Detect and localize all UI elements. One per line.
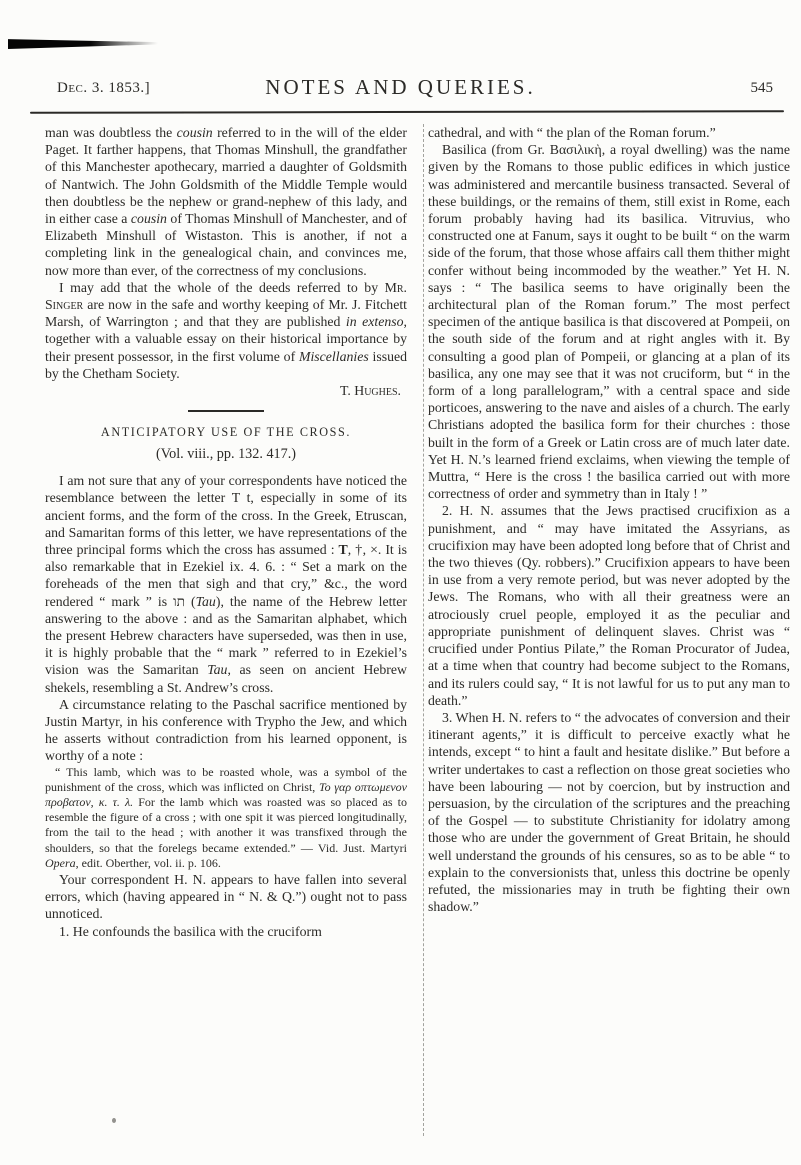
- ink-smudge: [8, 38, 158, 49]
- text-run: cousin: [176, 125, 213, 140]
- text-run: Το γαρ οπτωμενον προβατον, κ. τ. λ.: [45, 779, 407, 810]
- paragraph: [45, 765, 407, 871]
- text-run: T. Hughes.: [339, 383, 401, 399]
- paragraph: [45, 923, 407, 940]
- text-run: , together with a valuable essay on their historical importance by their present possessor, in the first volume of: [45, 314, 407, 364]
- text-run: “ This lamb, which was to be roasted whole, was a symbol of the punishment of the cross, which was inflicted on Christ,: [45, 764, 407, 794]
- ink-speck: [112, 1118, 116, 1123]
- paragraph: [45, 472, 407, 696]
- text-run: Tau: [207, 662, 228, 678]
- text-run: 2. H. N. assumes that the Jews practised crucifixion as a punishment, and “ may have imitated the Assyrians, as crucifixion may have been adopted long before that of Christ and the two thieves (Qy. robbers).” Crucifixion appears to have been in use from a very remote period, but was never adopted by the Jews. The Romans, who with all their greatness were an atrociously cruel people, employed it as the peculiar and appropriate punishment of delinquent slaves. Christ was “ crucified under Pontius Pilate,” the Roman Procurator of Judea, at a time when that country had become subject to the Romans, and its rulers could say, “ It is not lawful for us to put any man to death.”: [428, 503, 790, 708]
- text-run: cathedral, and with “ the plan of the Roman forum.”: [428, 125, 716, 140]
- author-signature: [45, 382, 407, 399]
- article-divider-rule: [188, 410, 264, 412]
- text-run: man was doubtless the: [45, 125, 177, 140]
- text-run: in extenso: [345, 314, 404, 330]
- text-run: issued by the Chetham Society.: [45, 348, 407, 381]
- section-reference: (Vol. viii., pp. 132. 417.): [155, 445, 297, 462]
- text-run: of Thomas Minshull of Manchester, and of Elizabeth Minshull of Wistaston. This is another, if not a completing link in the genealogical chain, and convinces me, now more than ever, of the correctness of my conclusions.: [45, 211, 407, 278]
- text-run: referred to in the will of the elder Paget. It farther happens, that Thomas Minshull, the grandfather of this Manchester apothecary, married a daughter of Goldsmith of Nantwich. The John Goldsmith of the Middle Temple would then doubtless be the nephew or grand-nephew of this lady, and in either case a: [45, 125, 407, 227]
- text-run: , †, ×. It is also remarkable that in Ezekiel ix. 4. 6. : “ Set a mark on the foreheads of the men that sigh and that cry,” &c., the word rendered “ mark ” is תו (: [45, 541, 407, 609]
- text-run: ), the name of the Hebrew letter answering to the above : and as the Samaritan alphabet, which the present Hebrew characters have superseded, was then in use, it is highly probable that the “ mark ” referred to in Ezekiel’s vision was the Samaritan: [45, 593, 407, 678]
- text-run: cousin: [130, 211, 167, 227]
- text-run: For the lamb which was roasted was so placed as to resemble the figure of a cross ; with one spit it was pierced longitudinally, from the tail to the head ; with another it was transfixed through the shoulders, so that the forelegs became extended.” — Vid. Just. Martyri: [45, 795, 407, 855]
- text-run: Mr. Singer: [45, 279, 407, 313]
- text-run: Miscellanies: [298, 348, 369, 364]
- text-run: , as seen on ancient Hebrew shekels, resembling a St. Andrew’s cross.: [45, 662, 407, 695]
- text-run: Opera: [45, 855, 76, 870]
- right-column: [428, 124, 790, 915]
- paragraph: [45, 124, 407, 279]
- text-run: , edit. Oberther, vol. ii. p. 106.: [75, 855, 221, 870]
- journal-title: NOTES AND QUERIES.: [265, 75, 536, 99]
- text-run: are now in the safe and worthy keeping of Mr. J. Fitchett Marsh, of Warrington ; and that they are published: [45, 297, 407, 330]
- paragraph: [45, 279, 407, 382]
- text-run: 1. He confounds the basilica with the cruciform: [59, 923, 322, 939]
- text-run: T: [338, 541, 348, 557]
- text-run: Tau: [195, 593, 216, 609]
- page-number: 545: [750, 80, 773, 96]
- paragraph: [428, 709, 790, 915]
- column-divider: [423, 124, 424, 1136]
- paragraph: [428, 124, 790, 141]
- paragraph: [428, 141, 790, 502]
- left-column: [45, 124, 407, 940]
- paragraph: [428, 502, 790, 708]
- header-rule: [30, 110, 784, 114]
- text-run: A circumstance relating to the Paschal sacrifice mentioned by Justin Martyr, in his conference with Trypho the Jew, and which he asserts without contradiction from his learned opponent, is worthy of a note :: [45, 696, 407, 764]
- text-run: Your correspondent H. N. appears to have fallen into several errors, which (having appeared in “ N. & Q.”) ought not to pass unnoticed.: [45, 872, 407, 922]
- paragraph: [45, 871, 407, 923]
- section-title: ANTICIPATORY USE OF THE CROSS.: [100, 424, 352, 439]
- text-run: Basilica (from Gr. Βασιλικὴ, a royal dwelling) was the name given by the Romans to those public edifices in which justice was administered and mercantile business transacted. Several of these buildings, or the remains of them, still exist in Rome, each forum probably having had its basilica. Vitruvius, who constructed one at Fanum, says it ought to be built “ on the warm side of the forum, that those whose affairs call them thither might confer without being incommoded by the weather.” Yet H. N. says : “ The basilica seems to have originally been the architectural plan of the Roman forum.” The most perfect specimen of the antique basilica is that discovered at Pompeii, on the south side of the forum and at right angles with it. By consulting a good plan of Pompeii, or glancing at a plan of its basilica, any one may see that it was not cruciform, but “ in the form of a long parallelogram,” with a central space and side porticoes, answering to the nave and aisles of a church. The early Christians adopted the basilica form for their churches : those built in the form of a Greek or Latin cross are of much later date. Yet H. N.’s learned friend exclaims, when viewing the temple of Muttra, “ Here is the cross ! the basilica carried out with more correctness of order and symmetry than in Italy ! ”: [428, 142, 790, 502]
- text-run: I am not sure that any of your correspondents have noticed the resemblance between the letter T t, especially in some of its ancient forms, and the form of the cross. In the Greek, Etruscan, and Samaritan forms of this letter, we have representations of the three principal forms which the cross has assumed :: [45, 473, 407, 557]
- text-run: 3. When H. N. refers to “ the advocates of conversion and their itinerant agents,” it is difficult to perceive exactly what he intends, except “ to hint a fault and hesitate dislike.” But before a writer undertakes to cast a reflection on those great societies who have been labouring — not by coercion, but by instruction and persuasion, by the circulation of the scriptures and the preaching of the Gospel — to substitute Christianity for idolatry among those who are under the government of Great Britain, he should well understand the grounds of his censures, so as to be able “ to explain to the conversionists that, unless this doctrine be openly refuted, the missionaries may in truth be fighting their own shadow.”: [428, 709, 790, 915]
- paragraph: [45, 696, 407, 765]
- text-run: I may add that the whole of the deeds referred to by: [59, 279, 385, 295]
- issue-date: Dec. 3. 1853.]: [57, 80, 151, 96]
